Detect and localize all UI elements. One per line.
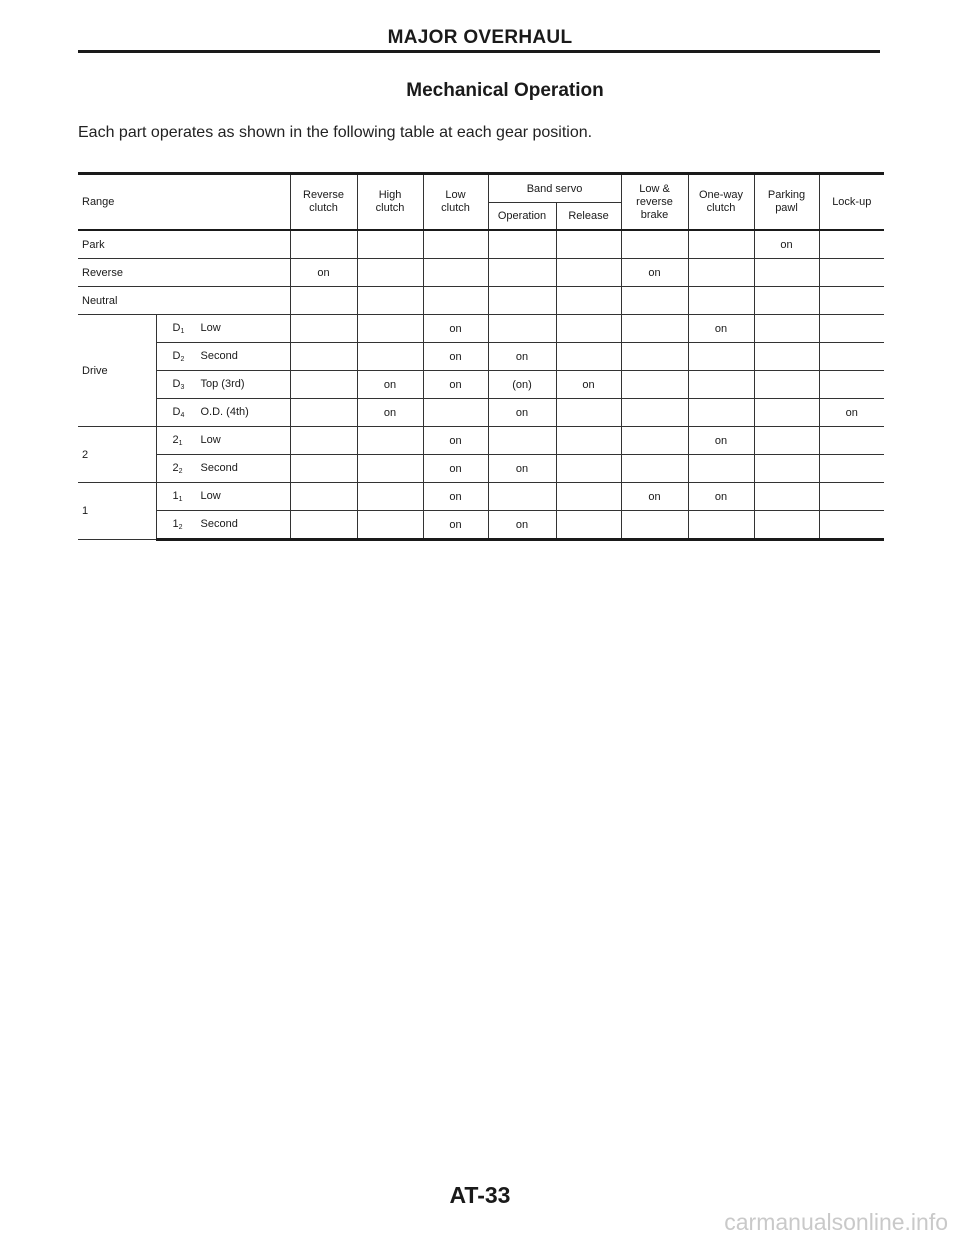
page-number: AT-33	[449, 1182, 511, 1208]
table-row-2-2	[78, 455, 884, 483]
gear-position: $D_1$ Low	[156, 315, 290, 343]
cell: on	[423, 371, 488, 399]
cell	[357, 483, 423, 511]
group-label-drive: Drive	[78, 315, 156, 427]
gear-position: $1_2$ Second	[156, 511, 290, 540]
gear-position: $2_1$ Low	[156, 427, 290, 455]
cell	[621, 343, 688, 371]
cell	[688, 343, 754, 371]
cell: on	[754, 230, 819, 259]
cell	[556, 511, 621, 540]
cell	[290, 371, 357, 399]
cell: on	[688, 483, 754, 511]
gear-position: $D_4$ O.D. (4th)	[156, 399, 290, 427]
cell	[688, 399, 754, 427]
range-label: Park	[78, 230, 290, 259]
cell	[488, 427, 556, 455]
gear-position: $D_2$ Second	[156, 343, 290, 371]
cell	[688, 455, 754, 483]
header-range: Range	[78, 174, 290, 231]
cell	[754, 511, 819, 540]
cell	[290, 399, 357, 427]
watermark-text: carmanualsonline.info	[724, 1209, 948, 1235]
cell	[556, 455, 621, 483]
cell	[488, 483, 556, 511]
cell	[754, 399, 819, 427]
header-low-clutch: Low clutch	[423, 174, 488, 231]
table-row-1-2	[78, 511, 884, 540]
gear-position: $D_3$ Top (3rd)	[156, 371, 290, 399]
table-row-2-1	[78, 427, 884, 455]
cell	[488, 315, 556, 343]
cell: on	[556, 371, 621, 399]
cell	[423, 259, 488, 287]
group-label-1: 1	[78, 483, 156, 540]
page-header-title: MAJOR OVERHAUL	[387, 27, 573, 48]
cell	[423, 230, 488, 259]
cell	[290, 230, 357, 259]
cell: on	[423, 455, 488, 483]
header-operation: Operation	[488, 203, 556, 231]
cell	[357, 343, 423, 371]
cell	[621, 371, 688, 399]
cell	[290, 343, 357, 371]
cell	[423, 399, 488, 427]
cell: on	[488, 343, 556, 371]
cell: on	[423, 483, 488, 511]
cell	[819, 259, 884, 287]
gear-position: $2_2$ Second	[156, 455, 290, 483]
gear-position: $1_1$ Low	[156, 483, 290, 511]
cell	[357, 230, 423, 259]
cell: on	[688, 315, 754, 343]
section-title: Mechanical Operation	[406, 80, 604, 101]
header-band-servo: Band servo	[488, 174, 621, 203]
header-parking-pawl: Parking pawl	[754, 174, 819, 231]
cell	[290, 315, 357, 343]
cell: (on)	[488, 371, 556, 399]
mechanical-operation-table	[78, 172, 884, 541]
cell	[688, 511, 754, 540]
cell	[754, 259, 819, 287]
cell	[290, 511, 357, 540]
table-row-d2	[78, 343, 884, 371]
cell	[621, 455, 688, 483]
cell	[754, 371, 819, 399]
cell	[357, 287, 423, 315]
cell	[819, 343, 884, 371]
cell	[754, 427, 819, 455]
cell: on	[423, 315, 488, 343]
cell: on	[488, 455, 556, 483]
table-row-neutral	[78, 287, 884, 315]
cell: on	[357, 399, 423, 427]
cell: on	[423, 511, 488, 540]
cell	[357, 315, 423, 343]
table-row-park	[78, 230, 884, 259]
header-reverse-clutch: Reverse clutch	[290, 174, 357, 231]
cell	[621, 287, 688, 315]
cell	[556, 427, 621, 455]
cell	[357, 427, 423, 455]
cell	[819, 455, 884, 483]
cell	[819, 427, 884, 455]
cell	[423, 287, 488, 315]
cell	[688, 230, 754, 259]
cell	[754, 315, 819, 343]
table-row-d3	[78, 371, 884, 399]
header-release: Release	[556, 203, 621, 231]
cell	[621, 511, 688, 540]
cell	[819, 483, 884, 511]
cell	[488, 259, 556, 287]
cell	[290, 455, 357, 483]
cell	[819, 287, 884, 315]
cell: on	[488, 511, 556, 540]
cell	[621, 399, 688, 427]
cell: on	[688, 427, 754, 455]
range-label: Reverse	[78, 259, 290, 287]
cell	[556, 259, 621, 287]
cell	[556, 343, 621, 371]
cell	[819, 371, 884, 399]
cell: on	[423, 427, 488, 455]
cell	[621, 315, 688, 343]
cell	[357, 455, 423, 483]
cell	[621, 427, 688, 455]
cell	[290, 483, 357, 511]
cell	[556, 315, 621, 343]
cell	[357, 259, 423, 287]
cell	[754, 483, 819, 511]
cell	[556, 287, 621, 315]
cell	[488, 287, 556, 315]
group-label-2: 2	[78, 427, 156, 483]
cell	[688, 371, 754, 399]
cell	[357, 511, 423, 540]
cell	[688, 259, 754, 287]
cell	[819, 511, 884, 540]
header-lock-up: Lock-up	[819, 174, 884, 231]
table-row-reverse	[78, 259, 884, 287]
cell	[754, 455, 819, 483]
cell	[754, 343, 819, 371]
header-rule	[78, 50, 880, 53]
cell	[819, 315, 884, 343]
intro-text: Each part operates as shown in the following table at each gear position.	[78, 124, 593, 141]
cell	[621, 230, 688, 259]
header-low-reverse-brake: Low & reverse brake	[621, 174, 688, 231]
table-row-d1	[78, 315, 884, 343]
cell	[488, 230, 556, 259]
cell: on	[621, 259, 688, 287]
cell	[754, 287, 819, 315]
cell	[556, 483, 621, 511]
cell: on	[357, 371, 423, 399]
cell	[819, 230, 884, 259]
cell: on	[819, 399, 884, 427]
cell	[556, 399, 621, 427]
table-row-d4	[78, 399, 884, 427]
cell	[290, 427, 357, 455]
header-one-way-clutch: One-way clutch	[688, 174, 754, 231]
cell: on	[423, 343, 488, 371]
cell: on	[290, 259, 357, 287]
range-label: Neutral	[78, 287, 290, 315]
cell: on	[488, 399, 556, 427]
cell: on	[621, 483, 688, 511]
cell	[556, 230, 621, 259]
cell	[290, 287, 357, 315]
cell	[688, 287, 754, 315]
table-row-1-1	[78, 483, 884, 511]
header-high-clutch: High clutch	[357, 174, 423, 231]
